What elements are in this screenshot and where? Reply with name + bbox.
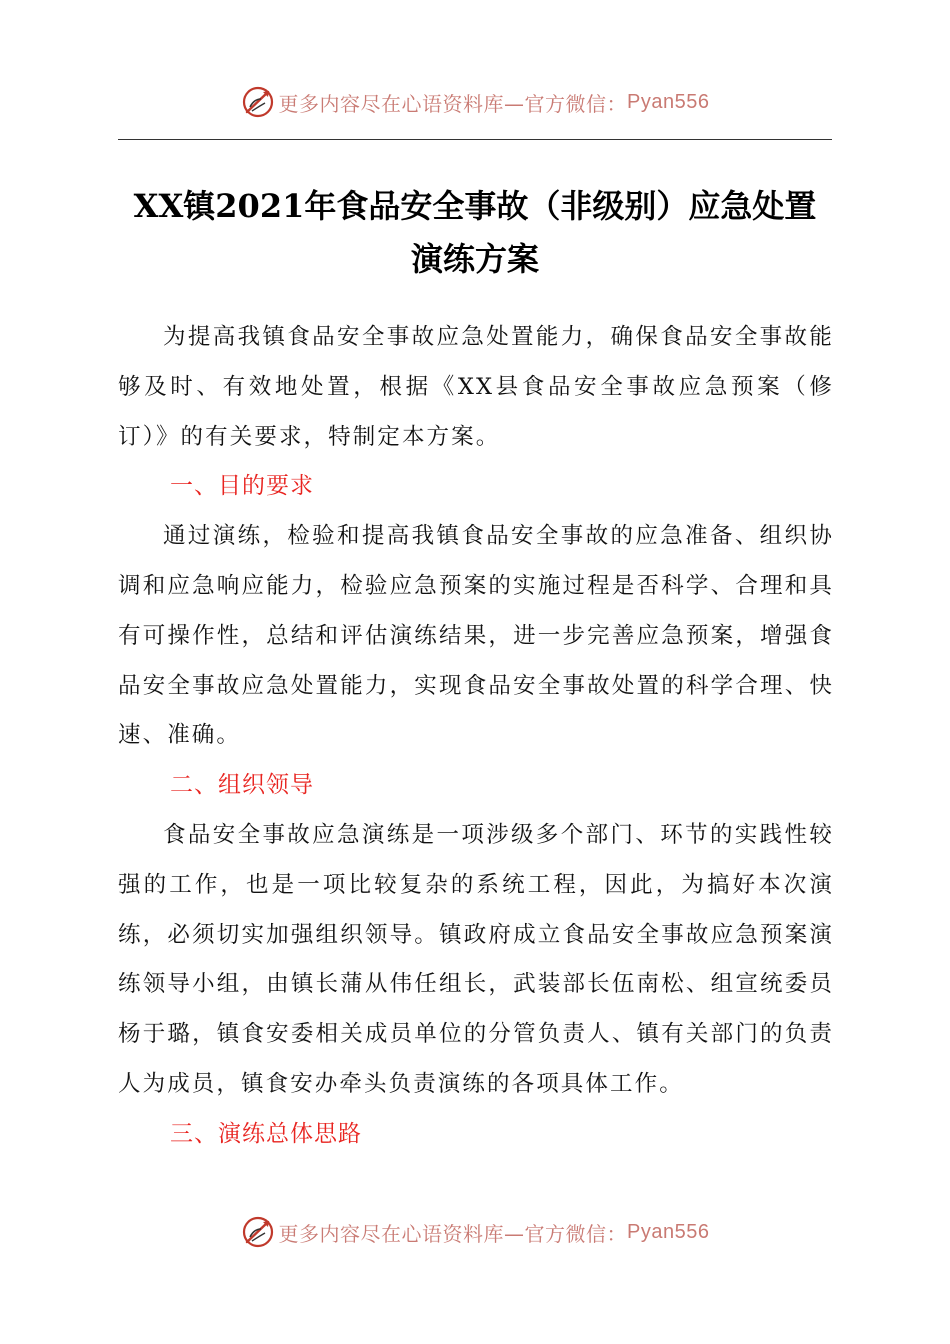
watermark-text: 更多内容尽在心语资料库—官方微信： [278, 1221, 628, 1246]
section-heading: 三、演练总体思路 [170, 1120, 362, 1147]
header-rule [118, 139, 832, 140]
intro-paragraph: 为提高我镇食品安全事故应急处置能力，确保食品安全事故能够及时、有效地处置，根据《XX县食品安全事故应急预案（修订）》的有关要求，特制定本方案。 [118, 324, 834, 450]
section-paragraph: 通过演练，检验和提高我镇食品安全事故的应急准备、组织协调和应急响应能力，检验应急预案的实施过程是否科学、合理和具有可操作性，总结和评估演练结果，进一步完善应急预案，增强食品安全事故应急处置能力，实现食品安全事故处置的科学合理、快速、准确。 [118, 523, 834, 749]
section-paragraph: 食品安全事故应急演练是一项涉级多个部门、环节的实践性较强的工作，也是一项比较复杂的系统工程，因此，为搞好本次演练，必须切实加强组织领导。镇政府成立食品安全事故应急预案演练领导小组，由镇长蒲从伟任组长，武装部长伍南松、组宣统委员杨于璐，镇食安委相关成员单位的分管负责人、镇有关部门的负责人为成员，镇食安办牵头负责演练的各项具体工作。 [118, 821, 834, 1097]
header-watermark [0, 80, 950, 124]
watermark-text: 更多内容尽在心语资料库—官方微信： [278, 91, 628, 116]
section-heading: 一、目的要求 [170, 473, 314, 500]
footer-watermark [0, 1210, 950, 1254]
section-heading: 二、组织领导 [170, 772, 314, 799]
document-body [118, 313, 834, 1160]
pen-logo-icon [241, 1215, 275, 1249]
pen-logo-icon [241, 85, 275, 119]
watermark-wechat-id: Pyan556 [627, 1220, 710, 1243]
watermark-wechat-id: Pyan556 [627, 90, 710, 113]
document-title: XX镇2021年食品安全事故（非级别）应急处置演练方案 [133, 187, 817, 278]
